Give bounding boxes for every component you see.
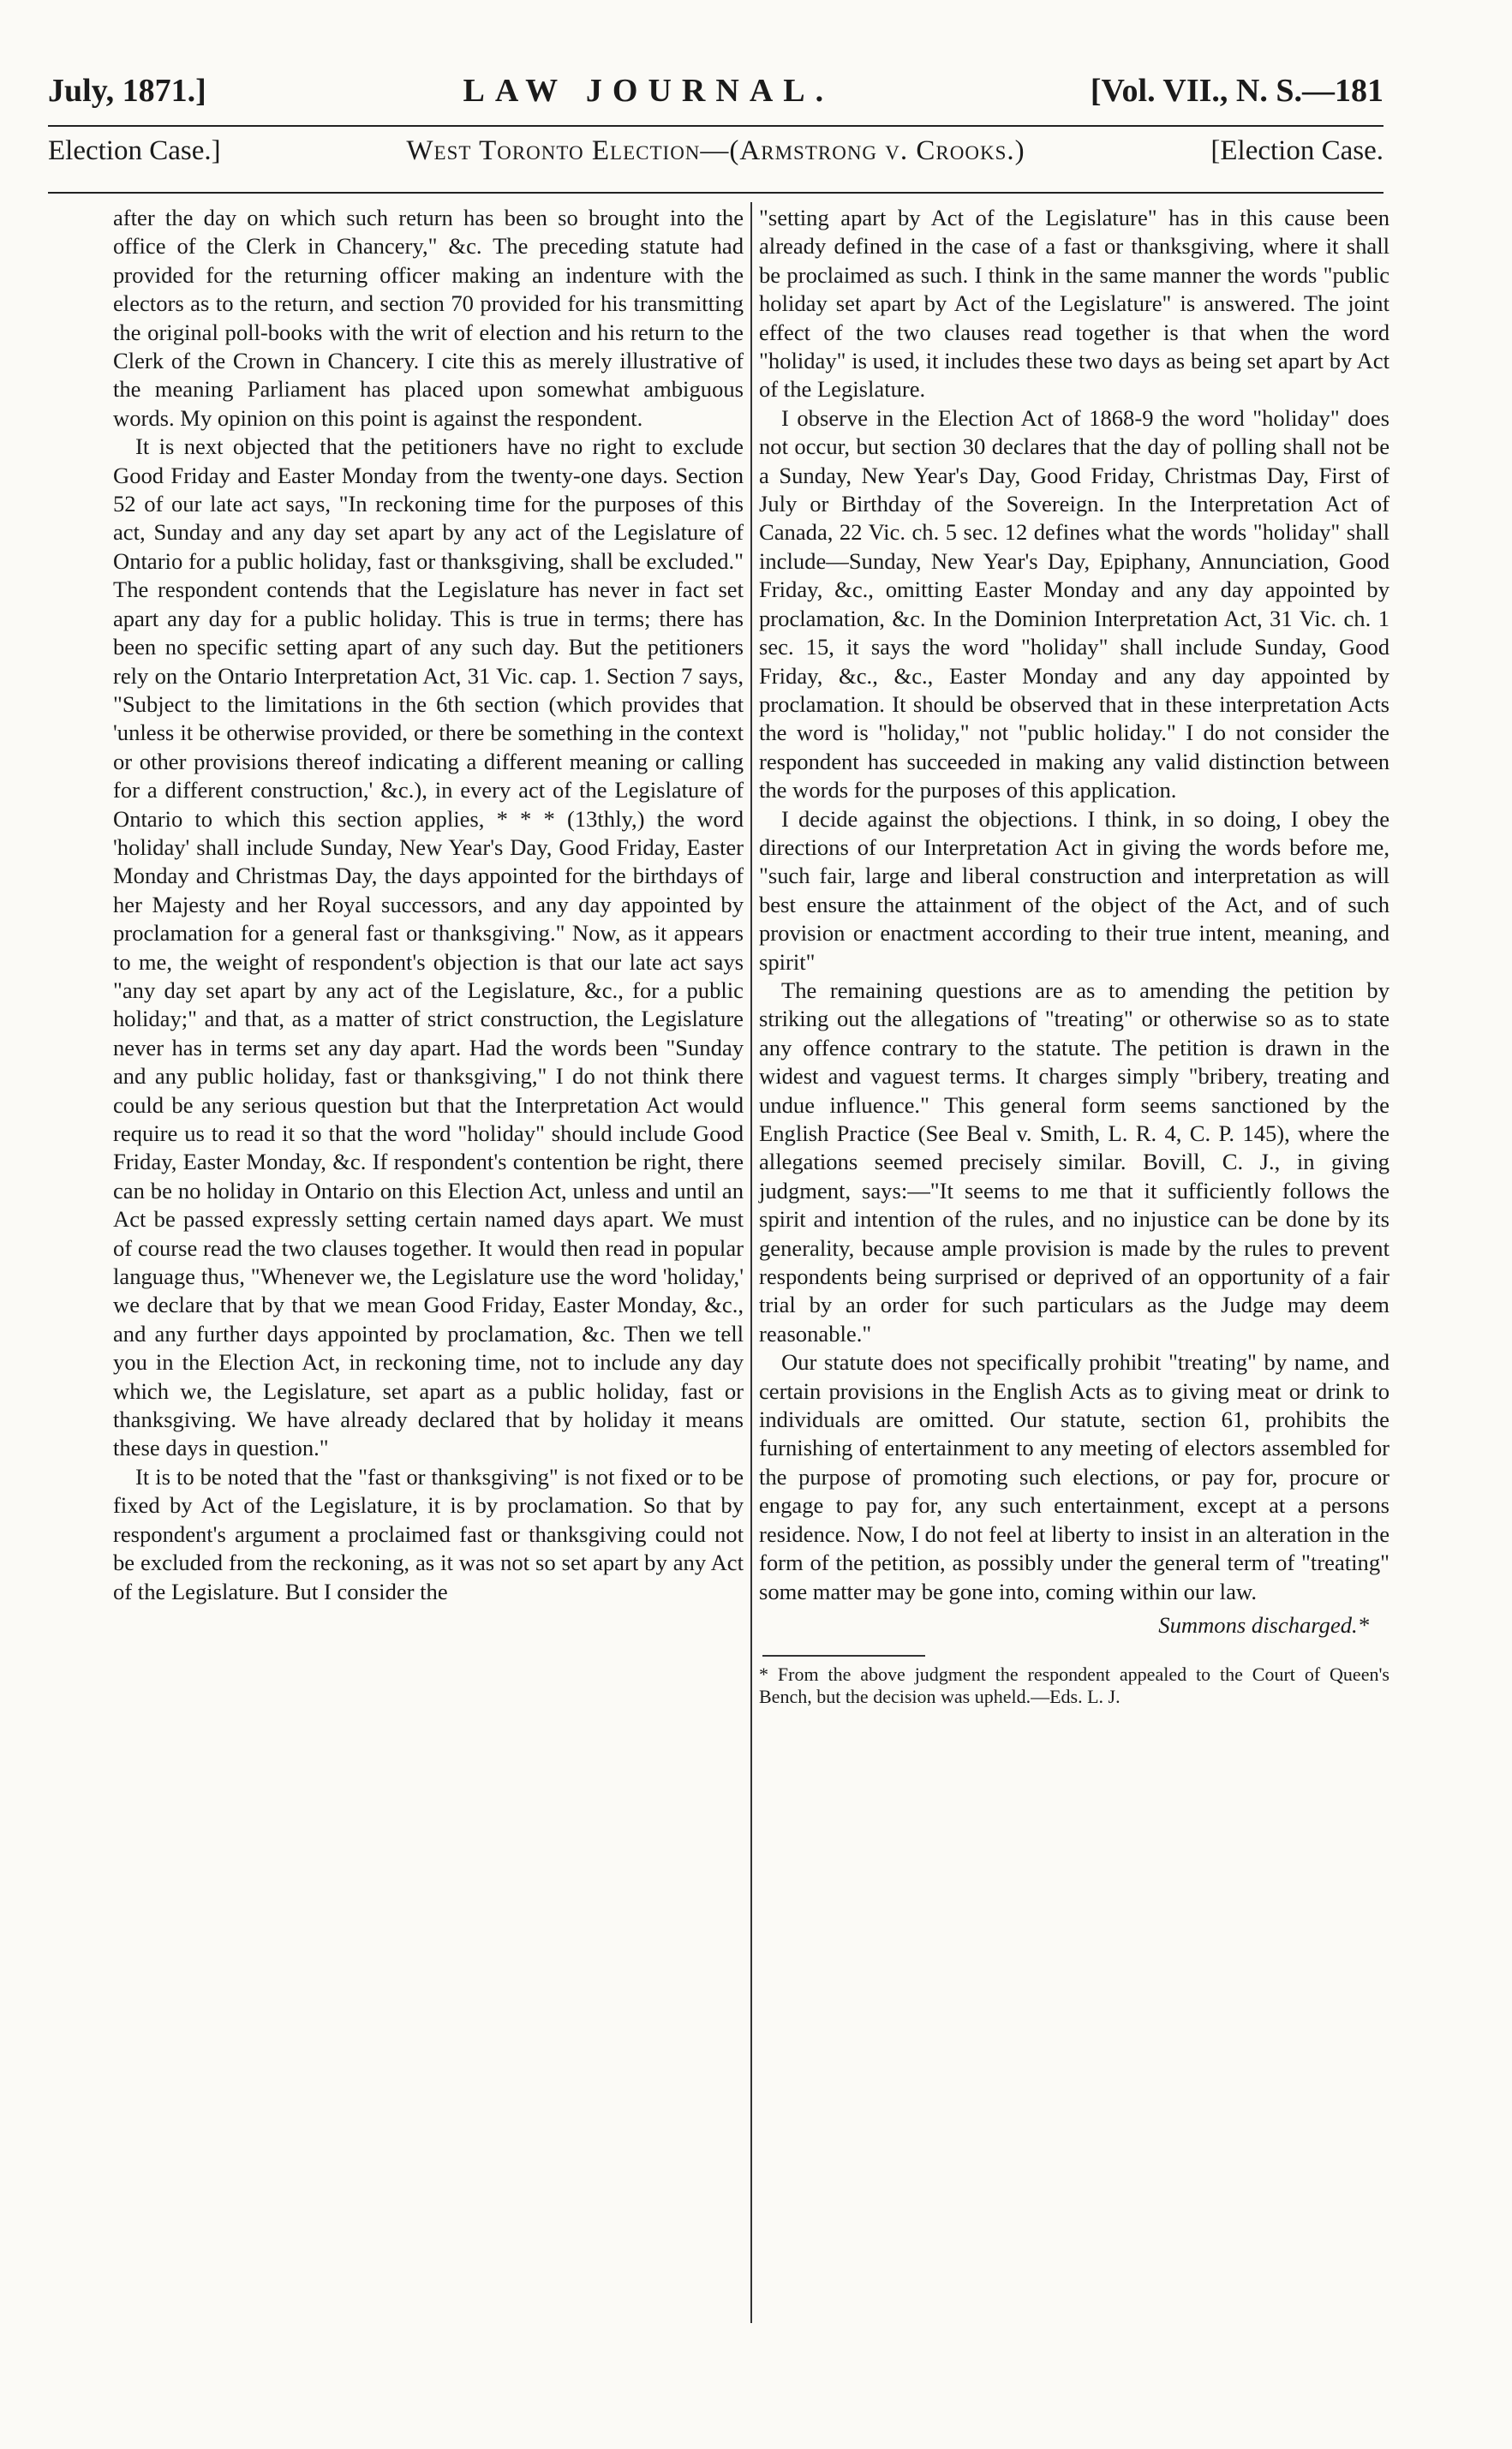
case-header [48,135,1384,187]
paragraph: I decide against the objections. I think, in so doing, I obey the directions of our Interpretation Act in giving the words before me, "such fair, large and liberal construction and interpretation as will best ensure the attainment of the object of the Act, and of such provision or enactment according to their true intent, meaning, and spirit" [759,805,1389,975]
paragraph: after the day on which such return has been so brought into the office of the Clerk in Chancery," &c. The preceding statute had provided for the returning officer making an indenture with the electors as to the return, and section 70 provided for his transmitting the original poll-books with the writ of election and his return to the Clerk of the Crown in Chancery. I cite this as merely illustrative of the meaning Parliament has placed upon somewhat ambiguous words. My opinion on this point is against the respondent. [113,205,744,431]
paragraph: The remaining questions are as to amending the petition by striking out the allegations of "treating" or otherwise so as to state any offence contrary to the statute. The petition is drawn in the widest and vaguest terms. It charges simply "bribery, treating and undue influence." This general form seems sanctioned by the English Practice (See Beal v. Smith, L. R. 4, C. P. 145), where the allegations seemed precisely similar. Bovill, C. J., in giving judgment, says:—"It seems to me that it sufficiently follows the spirit and intention of the rules, and no injustice can be done by its generality, because ample provision is made by the rules to prevent respondents being surprised or deprived of an opportunity of a fair trial by an order for such particulars as the Judge may deem reasonable." [759,977,1389,1347]
case-type-left: Election Case.] [48,135,221,166]
footnote: * From the above judgment the respondent appealed to the Court of Queen's Bench, but the decision was upheld.—Eds. L. J. [759,1664,1389,1708]
case-header-rule [48,192,1384,194]
paragraph: It is next objected that the petitioners have no right to exclude Good Friday and Easter Monday from the twenty-one days. Section 52 of our late act says, "In reckoning time for the purposes of this act, Sunday and any day set apart by any act of the Legislature of Ontario for a public holiday, fast or thanksgiving, shall be excluded." The respondent contends that the Legislature has never in fact set apart any day for a public holiday. This is true in terms; there has been no specific setting apart of any such day. But the petitioners rely on the Ontario Interpretation Act, 31 Vic. cap. 1. Section 7 says, "Subject to the limitations in the 6th section (which provides that 'unless it be otherwise provided, or there be something in the context or other provisions thereof indicating a different meaning or calling for a different construction,' &c.), in every act of the Legislature of Ontario to which this section applies, * * * (13thly,) the word 'holiday' shall include Sunday, New Year's Day, Good Friday, Easter Monday and Christmas Day, the days appointed for the birthdays of her Majesty and her Royal successors, and any day appointed by proclamation for a general fast or thanksgiving." Now, as it appears to me, the weight of respondent's objection is that our late act says "any day set apart by any act of the Legislature, &c., for a public holiday;" and that, as a matter of strict construction, the Legislature never has in terms set any day apart. Had the words been "Sunday and any public holiday, fast or thanksgiving," I do not think there could be any serious question but that the Interpretation Act would require us to read it so that the word "holiday" should include Good Friday, Easter Monday, &c. If respondent's contention be right, there can be no holiday in Ontario on this Election Act, unless and until an Act be passed expressly setting certain named days apart. We must of course read the two clauses together. It would then read in popular language thus, "Whenever we, the Legislature use the word 'holiday,' we declare that by that we mean Good Friday, Easter Monday, &c., and any further days appointed by proclamation, &c. Then we tell you in the Election Act, in reckoning time, not to include any day which we, the Legislature, set apart as a public holiday, fast or thanksgiving. We have already declared that by holiday it means these days in question." [113,433,744,1461]
header-rule [48,125,1384,127]
paragraph: It is to be noted that the "fast or thanksgiving" is not fixed or to be fixed by Act of the Legislature, it is by proclamation. So that by respondent's argument a proclaimed fast or thanksgiving could not be excluded from the reckoning, as it was not so set apart by any Act of the Legislature. But I consider the [113,1463,744,1604]
issue-date: July, 1871.] [48,73,206,109]
right-column [759,204,1389,1708]
case-title: West Toronto Election—(Armstrong v. Crooks.) [406,135,1025,166]
case-type-right: [Election Case. [1210,135,1384,166]
paragraph: "setting apart by Act of the Legislature" has in this cause been already defined in the case of a fast or thanksgiving, where it shall be proclaimed as such. I think in the same manner the words "public holiday set apart by Act of the Legislature" is answered. The joint effect of the two clauses read together is that when the word "holiday" is used, it includes these two days as being set apart by Act of the Legislature. [759,205,1389,403]
footnote-rule [762,1655,925,1657]
volume-page: [Vol. VII., N. S.—181 [1090,73,1384,109]
paragraph: I observe in the Election Act of 1868-9 the word "holiday" does not occur, but section 30 declares that the day of polling shall not be a Sunday, New Year's Day, Good Friday, Christmas Day, First of July or Birthday of the Sovereign. In the Interpretation Act of Canada, 22 Vic. ch. 5 sec. 12 defines what the words "holiday" shall include—Sunday, New Year's Day, Epiphany, Annunciation, Good Friday, &c., omitting Easter Monday and any day appointed by proclamation, &c. In the Dominion Interpretation Act, 31 Vic. ch. 1 sec. 15, it says the word "holiday" shall include Sunday, Good Friday, &c., &c., Easter Monday and any day appointed by proclamation. It should be observed that in these interpretation Acts the word is "holiday," not "public holiday." I do not consider the respondent has succeeded in making any valid distinction between the words for the purposes of this application. [759,404,1389,803]
signoff: Summons discharged.* [1158,1611,1369,1638]
column-divider [750,202,752,2323]
left-column [113,204,744,1606]
journal-title: LAW JOURNAL. [463,73,834,109]
running-head [48,72,1384,120]
paragraph: Our statute does not specifically prohibit "treating" by name, and certain provisions in the English Acts as to giving meat or drink to individuals are omitted. Our statute, section 61, prohibits the furnishing of entertainment to any meeting of electors assembled for the purpose of promoting such elections, or pay for, procure or engage to pay for, any such entertainment, except at a persons residence. Now, I do not feel at liberty to insist in an alteration in the form of the petition, as possibly under the general term of "treating" some matter may be gone into, coming within our law. [759,1349,1389,1604]
